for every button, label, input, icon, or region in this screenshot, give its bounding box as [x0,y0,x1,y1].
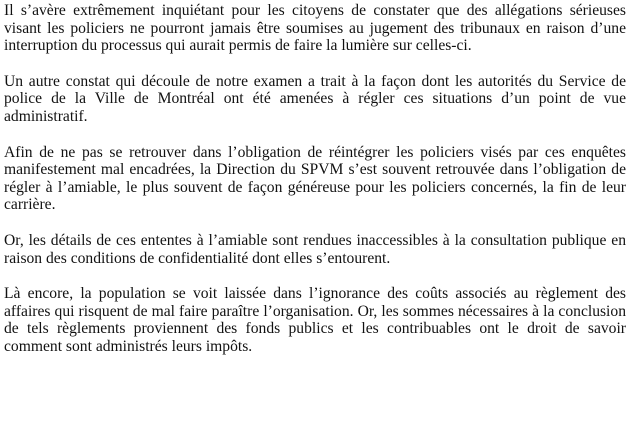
paragraph-5: Là encore, la population se voit laissée dans l’ignorance des coûts associés au règlement des affaires qui risquent de mal faire paraître l’organisation. Or, les sommes nécessaires à la conclusion de tels règlements proviennent des fonds publics et les contribuables ont le droit de savoir comment sont administrés leurs impôts. [4,285,626,355]
paragraph-1: Il s’avère extrêmement inquiétant pour les citoyens de constater que des allégations sérieuses visant les policiers ne pourront jamais être soumises au jugement des tribunaux en raison d’une interruption du processus qui aurait permis de faire la lumière sur celles-ci. [4,2,626,55]
paragraph-4: Or, les détails de ces ententes à l’amiable sont rendues inaccessibles à la consultation publique en raison des conditions de confidentialité dont elles s’entourent. [4,231,626,267]
document-page [4,2,626,356]
paragraph-2: Un autre constat qui découle de notre examen a trait à la façon dont les autorités du Service de police de la Ville de Montréal ont été amenées à régler ces situations d’un point de vue administratif. [4,72,626,125]
paragraph-3: Afin de ne pas se retrouver dans l’obligation de réintégrer les policiers visés par ces enquêtes manifestement mal encadrées, la Direction du SPVM s’est souvent retrouvée dans l’obligation de régler à l’amiable, le plus souvent de façon généreuse pour les policiers concernés, la fin de leur carrière. [4,143,626,214]
